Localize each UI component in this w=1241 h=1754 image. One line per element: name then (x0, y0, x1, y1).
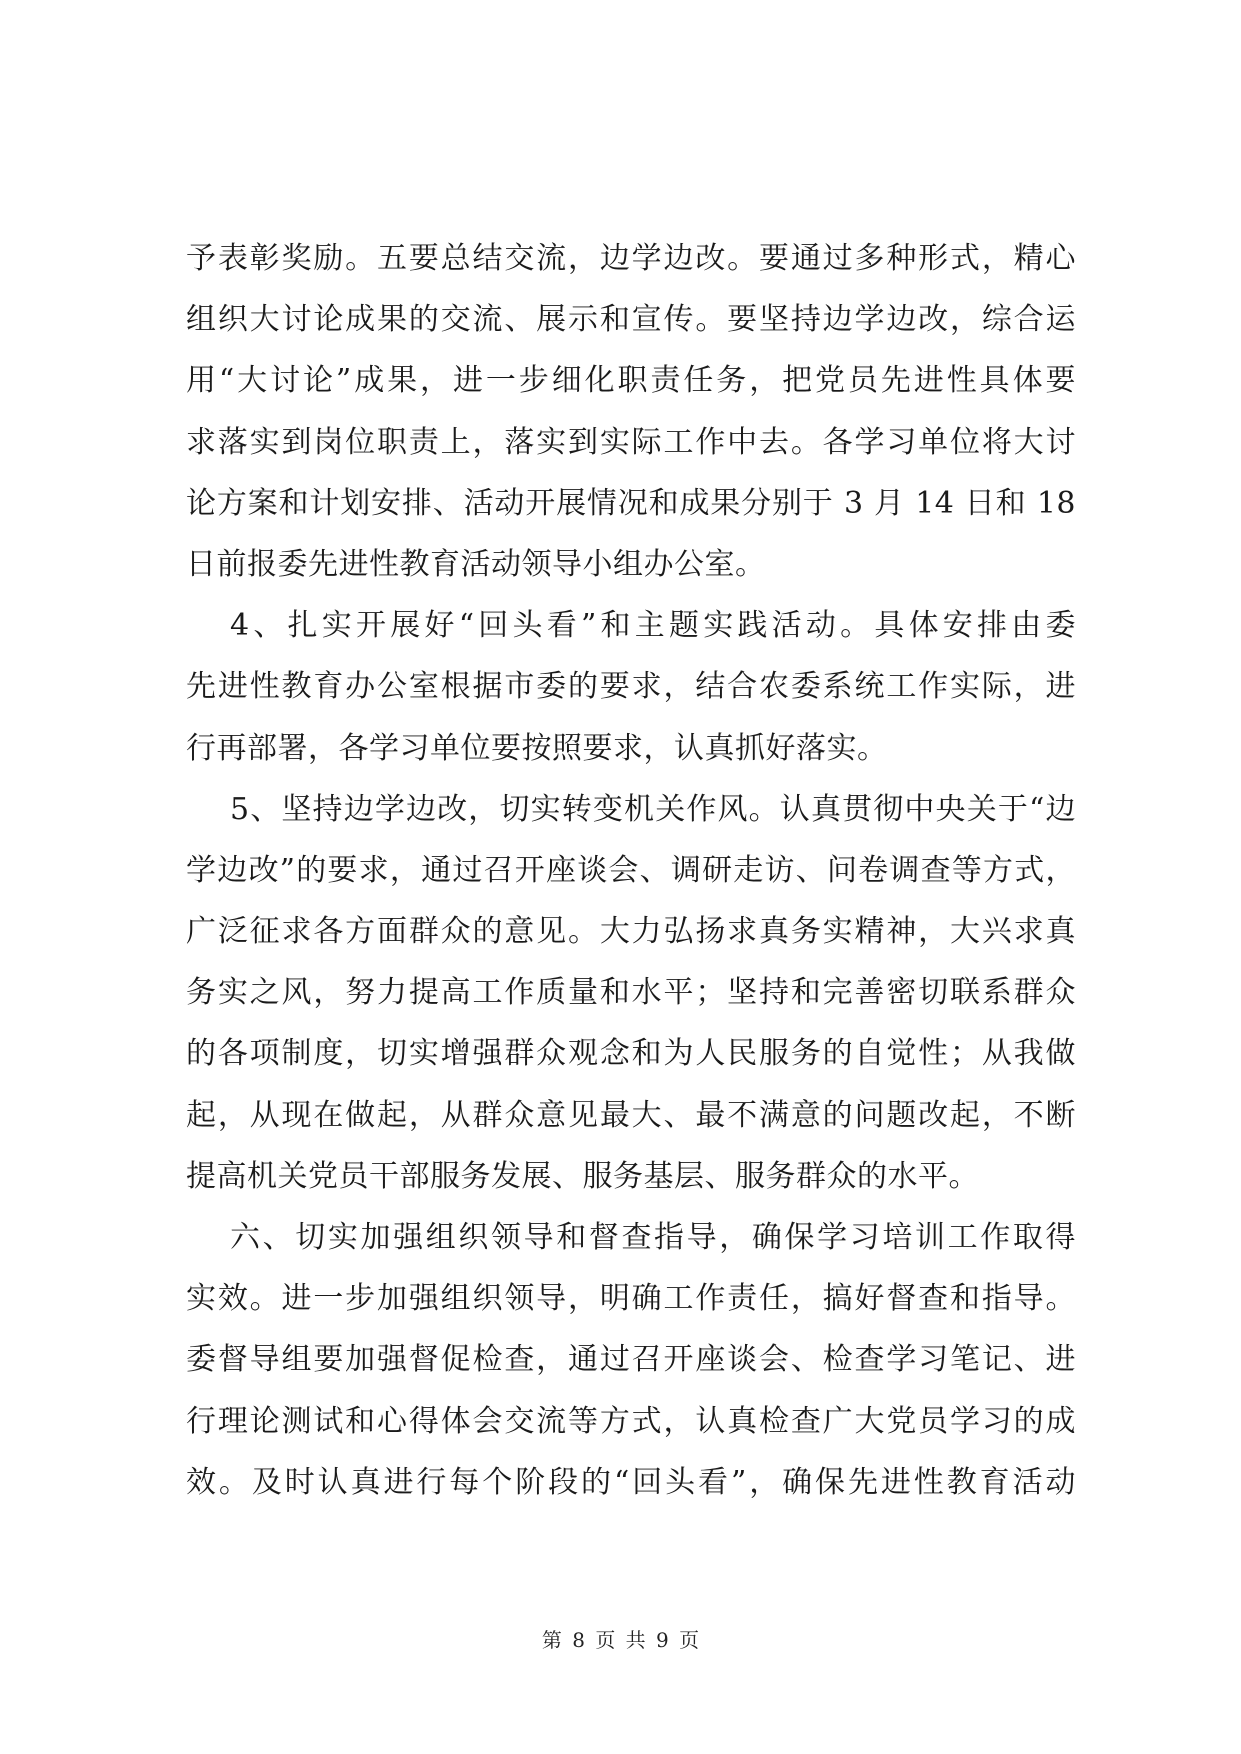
text-line: 提高机关党员干部服务发展、服务基层、服务群众的水平。 (186, 1158, 979, 1194)
text-line: 论方案和计划安排、活动开展情况和成果分别于 3 月 14 日和 18 (186, 485, 1076, 521)
text-line: 组织大讨论成果的交流、展示和宣传。要坚持边学边改，综合运 (186, 302, 1076, 338)
text-line: 广泛征求各方面群众的意见。大力弘扬求真务实精神，大兴求真 (186, 914, 1076, 950)
paragraph-start-line: 4、扎实开展好“回头看”和主题实践活动。具体安排由委 (230, 608, 1076, 644)
text-line: 委督导组要加强督促检查，通过召开座谈会、检查学习笔记、进 (186, 1342, 1076, 1378)
text-line: 行理论测试和心得体会交流等方式，认真检查广大党员学习的成 (186, 1403, 1076, 1439)
text-line: 起，从现在做起，从群众意见最大、最不满意的问题改起，不断 (186, 1097, 1076, 1133)
text-line: 予表彰奖励。五要总结交流，边学边改。要通过多种形式，精心 (186, 241, 1076, 276)
page-footer (0, 1626, 1241, 1654)
paragraph-start-line: 5、坚持边学边改，切实转变机关作风。认真贯彻中央关于“边 (230, 791, 1076, 827)
page-indicator: 第 8 页 共 9 页 (541, 1628, 700, 1652)
text-line: 用“大讨论”成果，进一步细化职责任务，把党员先进性具体要 (186, 363, 1076, 399)
text-line: 务实之风，努力提高工作质量和水平；坚持和完善密切联系群众 (186, 975, 1076, 1011)
text-line: 的各项制度，切实增强群众观念和为人民服务的自觉性；从我做 (186, 1036, 1076, 1072)
text-line: 先进性教育办公室根据市委的要求，结合农委系统工作实际，进 (186, 669, 1076, 705)
text-line: 日前报委先进性教育活动领导小组办公室。 (186, 546, 766, 582)
text-line: 求落实到岗位职责上，落实到实际工作中去。各学习单位将大讨 (186, 424, 1076, 460)
text-line: 行再部署，各学习单位要按照要求，认真抓好落实。 (186, 730, 888, 766)
text-line: 学边改”的要求，通过召开座谈会、调研走访、问卷调查等方式， (186, 852, 1076, 888)
text-line: 效。及时认真进行每个阶段的“回头看”，确保先进性教育活动 (186, 1464, 1076, 1500)
text-line: 实效。进一步加强组织领导，明确工作责任，搞好督查和指导。 (186, 1281, 1076, 1317)
paragraph-start-line: 六、切实加强组织领导和督查指导，确保学习培训工作取得 (230, 1220, 1076, 1255)
body-text (186, 228, 1076, 1513)
